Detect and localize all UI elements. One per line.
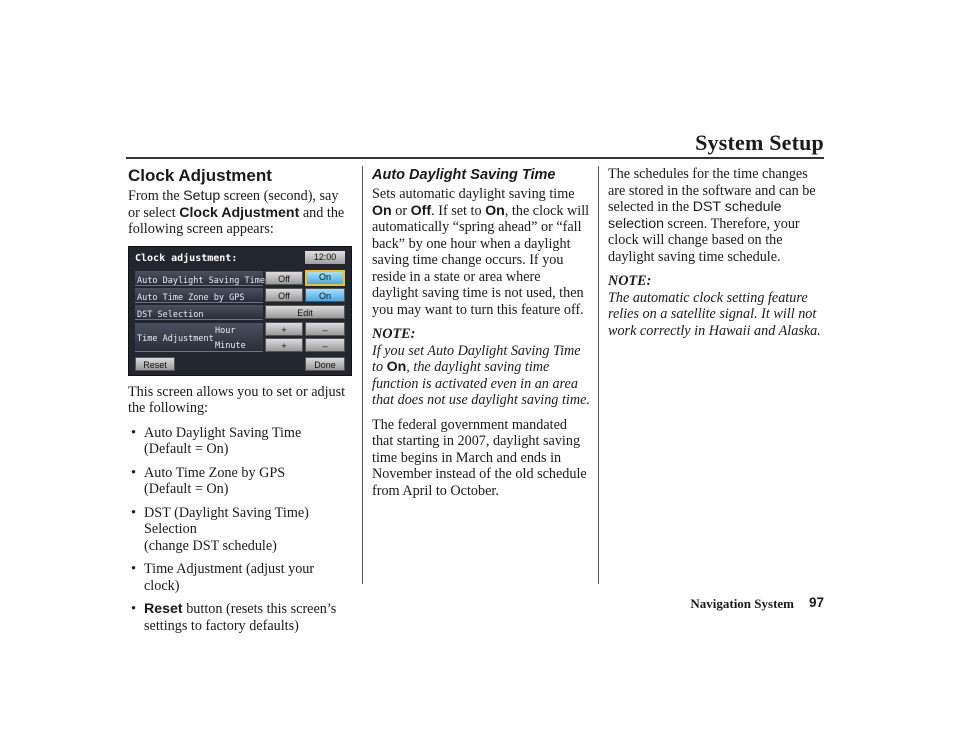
on-term: On: [372, 202, 392, 219]
note-paragraph: The automatic clock setting feature relies on a satellite signal. It will not work correctly in Hawaii and Alaska.: [608, 289, 821, 339]
intro-text: screen (second), say or select: [128, 188, 339, 221]
list-item-text: Time Adjustment (adjust your clock): [144, 561, 315, 594]
screen-lead-paragraph: This screen allows you to set or adjust the following:: [128, 383, 346, 416]
screen-label-minute: Minute: [215, 340, 246, 351]
column-dst-schedule: [608, 166, 826, 347]
schedule-paragraph: [608, 166, 826, 265]
screen-auto-tz-off-button: Off: [265, 288, 303, 302]
paragraph-text: . If set to: [431, 202, 486, 219]
column-divider-2: [598, 166, 599, 584]
list-item: [128, 465, 353, 498]
footer-section-name: Navigation System: [690, 596, 794, 611]
settings-list: [128, 425, 353, 635]
screen-reset-button: Reset: [135, 357, 175, 371]
screen-auto-tz-on-button: On: [305, 288, 345, 302]
intro-clock-term: Clock Adjustment: [179, 204, 300, 221]
list-item-text: • Auto Daylight Saving Time: [144, 424, 302, 441]
paragraph-text: or: [391, 202, 411, 219]
page-header-title: System Setup: [695, 130, 824, 155]
screen-hour-minus-button: –: [305, 322, 345, 336]
intro-text: From the: [128, 188, 184, 204]
column-clock-adjustment: [128, 166, 353, 641]
screen-dst-edit-button: Edit: [265, 305, 345, 319]
clock-adjustment-heading: Clock Adjustment: [128, 166, 272, 185]
note-text: , the daylight saving time function is activated even in an area that does not use daylight saving time.: [372, 359, 590, 408]
screen-label-time-adjustment: Time Adjustment: [137, 333, 214, 344]
clock-adjustment-screen-image: [128, 246, 352, 376]
list-item: [128, 601, 353, 634]
note-paragraph: [372, 343, 590, 409]
screen-auto-dst-on-button: On: [305, 270, 345, 286]
clock-intro-paragraph: [128, 188, 353, 238]
list-item-text: • Auto Time Zone by GPS: [144, 464, 286, 481]
screen-auto-dst-off-button: Off: [265, 271, 303, 285]
on-term: On: [386, 359, 407, 375]
screen-label-hour: Hour: [215, 325, 236, 336]
screen-minute-minus-button: –: [305, 338, 345, 352]
paragraph-text: screen. Therefore, your clock will change based on the daylight saving time schedule.: [608, 215, 800, 265]
screen-clock-display: 12:00: [305, 251, 345, 264]
auto-dst-heading: Auto Daylight Saving Time: [372, 167, 556, 183]
auto-dst-paragraph: [372, 186, 590, 318]
on-term: On: [485, 202, 505, 219]
list-item: [128, 505, 353, 555]
off-term: Off: [410, 202, 432, 219]
screen-label-dst-selection: DST Selection: [137, 309, 204, 320]
dst-schedule-term: DST schedule selection: [608, 199, 782, 232]
list-item-text: (Default = On): [144, 481, 229, 497]
list-item: [128, 425, 353, 458]
list-item-text: (change DST schedule): [144, 537, 277, 554]
header-rule: [126, 157, 824, 159]
column-auto-dst: [372, 166, 590, 507]
column-divider-1: [362, 166, 363, 584]
federal-paragraph: The federal government mandated that starting in 2007, daylight saving time begins in March and ends in November instead of the old schedule from April to October.: [372, 416, 587, 499]
screen-label-auto-dst: Auto Daylight Saving Time: [137, 275, 265, 286]
intro-text: and the following screen appears:: [128, 204, 345, 237]
screen-minute-plus-button: +: [265, 338, 303, 352]
screen-hour-plus-button: +: [265, 322, 303, 336]
paragraph-text: The schedules for the time changes are stored in the software and can be selected in the: [608, 166, 816, 215]
note-label: NOTE:: [372, 326, 416, 342]
note-label: NOTE:: [608, 273, 652, 289]
paragraph-text: Sets automatic daylight saving time: [372, 186, 575, 202]
screen-label-auto-tz: Auto Time Zone by GPS: [137, 292, 245, 303]
list-item-text: (Default = On): [144, 441, 229, 457]
intro-setup-term: Setup: [183, 188, 221, 204]
list-item: [128, 561, 353, 594]
note-text: If you set Auto Daylight Saving Time to: [372, 342, 581, 375]
footer-page-number: 97: [808, 595, 824, 610]
list-item-reset-term: Reset: [144, 601, 183, 617]
list-item-text: Selection: [144, 521, 197, 537]
paragraph-text: , the clock will automatically “spring ahead” or “fall back” by one hour when a daylight saving time change occurs. If you reside in a state or area where daylight saving time is not used, then you may want to turn this feature off.: [372, 202, 590, 318]
list-item-text: button (resets this screen’s settings to factory defaults): [144, 601, 337, 634]
screen-done-button: Done: [305, 357, 345, 371]
list-item-text: • DST (Daylight Saving Time): [144, 504, 309, 521]
screen-title: Clock adjustment:: [135, 252, 238, 264]
